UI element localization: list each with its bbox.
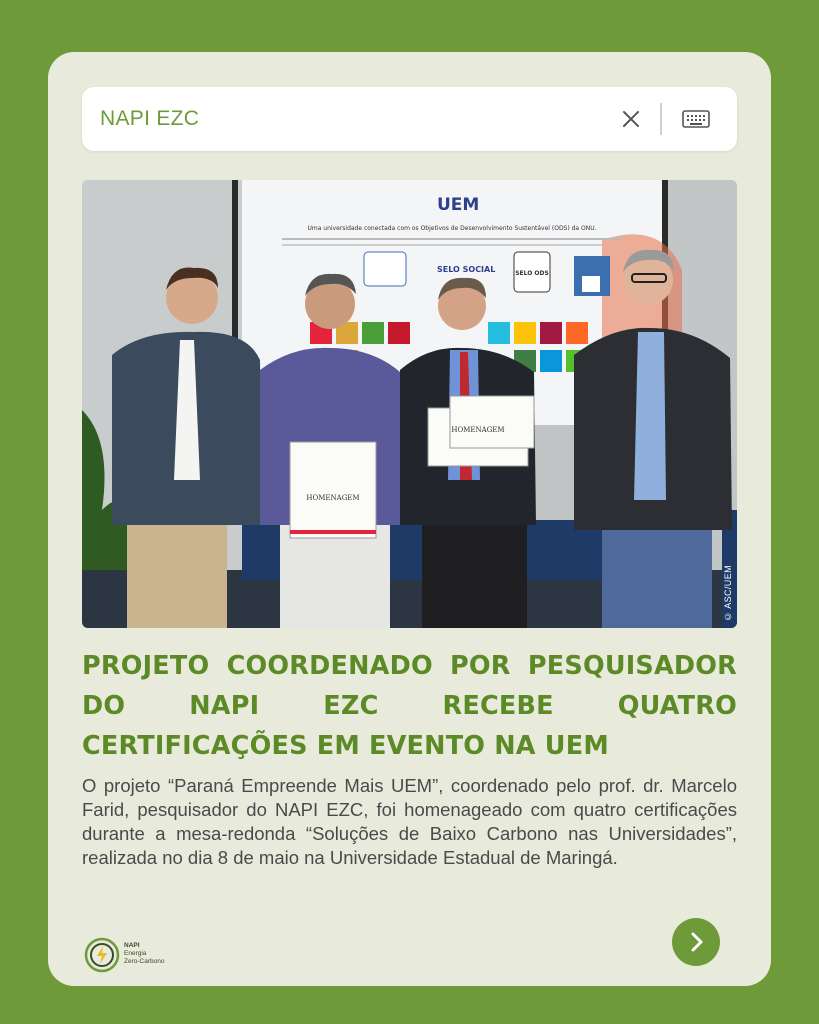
banner-selo-social: SELO SOCIAL [437,265,496,274]
banner-heading: Uma universidade conectada com os Objetivos de Desenvolvimento Sustentável (ODS) da ONU. [307,225,597,232]
next-button[interactable] [672,918,720,966]
search-bar[interactable] [82,87,737,151]
banner-selo-ods: SELO ODS [515,270,549,277]
certificate-2-title: HOMENAGEM [451,426,505,434]
event-photo [82,180,737,628]
headline: PROJETO COORDENADO POR PESQUISADOR DO NAPI EZC RECEBE QUATRO CERTIFICAÇÕES EM EVENTO NA UEM [82,651,737,761]
napi-logo [84,937,204,973]
logo-line-2: Energia [124,950,147,957]
photo-credit: © ASC/UEM [723,565,733,622]
napi-logo-icon [84,937,120,973]
post-card [48,52,771,986]
article-body: O projeto “Paraná Empreende Mais UEM”, coordenado pelo prof. dr. Marcelo Farid, pesquisador do NAPI EZC, foi homenageado com quatro certificações durante a mesa-redonda “Soluções de Baixo Carbono nas Universidades”, realizada no dia 8 de maio na Universidade Estadual de Maringá. [82,775,737,868]
logo-line-3: Zero-Carbono [124,958,165,965]
logo-line-1: NAPI [124,942,140,949]
event-photo-illustration [82,180,737,628]
certificate-1-title: HOMENAGEM [306,494,360,502]
close-icon[interactable] [619,107,643,131]
keyboard-icon[interactable] [682,109,710,129]
search-input[interactable]: NAPI EZC [100,107,200,130]
chevron-right-icon [684,930,708,954]
banner-logo: UEM [437,195,480,215]
search-divider [660,103,662,135]
